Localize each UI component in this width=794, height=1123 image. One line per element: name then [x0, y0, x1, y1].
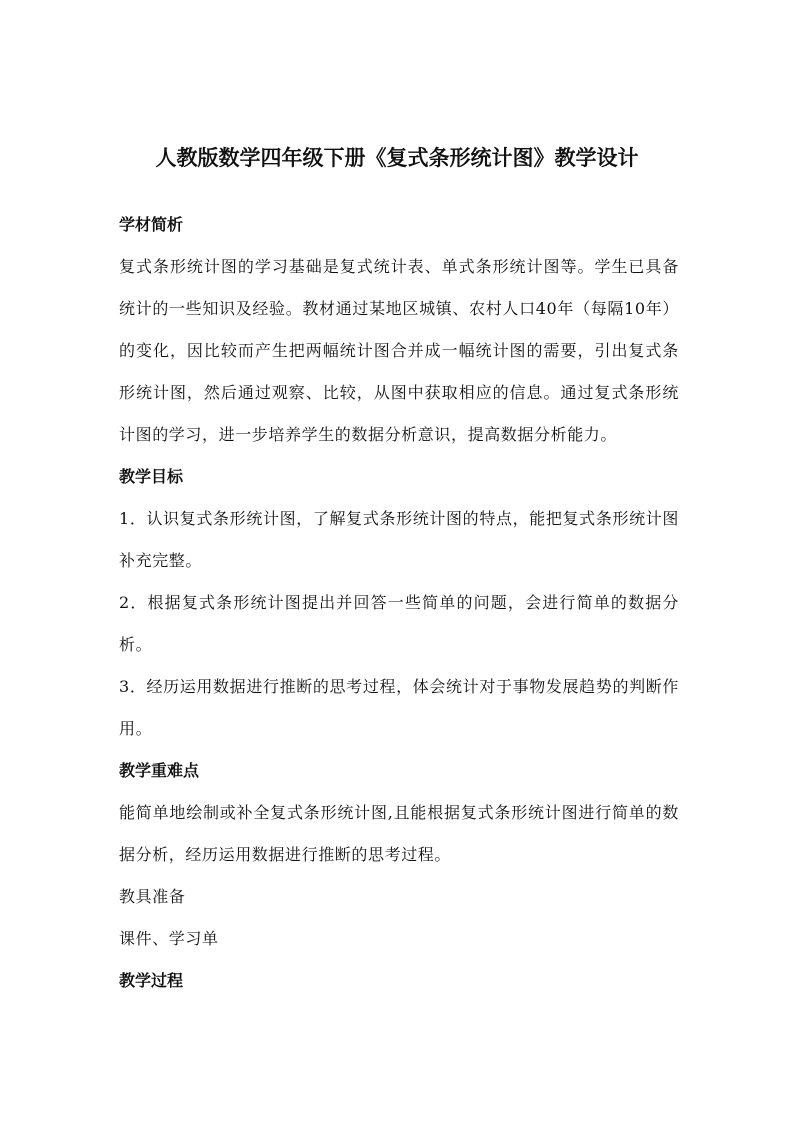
document-body [119, 204, 679, 1002]
section-text-keypoints: 能简单地绘制或补全复式条形统计图,且能根据复式条形统计图进行简单的数据分析，经历运用数据进行推断的思考过程。 [119, 803, 679, 864]
section-text-analysis: 复式条形统计图的学习基础是复式统计表、单式条形统计图等。学生已具备统计的一些知识及经验。教材通过某地区城镇、农村人口40年（每隔10年）的变化，因比较而产生把两幅统计图合并成一幅统计图的需要，引出复式条形统计图，然后通过观察、比较，从图中获取相应的信息。通过复式条形统计图的学习，进一步培养学生的数据分析意识，提高数据分析能力。 [119, 257, 679, 444]
goal-item-3: 3．经历运用数据进行推断的思考过程，体会统计对于事物发展趋势的判断作用。 [119, 677, 679, 738]
section-text-tools: 课件、学习单 [119, 929, 219, 948]
section-heading-process: 教学过程 [119, 971, 184, 990]
section-heading-tools: 教具准备 [119, 887, 186, 906]
section-heading-analysis: 学材简析 [119, 215, 184, 234]
goal-item-2: 2．根据复式条形统计图提出并回答一些简单的问题，会进行简单的数据分析。 [119, 593, 679, 654]
section-heading-goals: 教学目标 [119, 467, 184, 486]
goal-item-1: 1．认识复式条形统计图，了解复式条形统计图的特点，能把复式条形统计图补充完整。 [119, 509, 679, 570]
document-title: 人教版数学四年级下册《复式条形统计图》教学设计 [155, 145, 639, 170]
section-heading-keypoints: 教学重难点 [119, 761, 200, 780]
